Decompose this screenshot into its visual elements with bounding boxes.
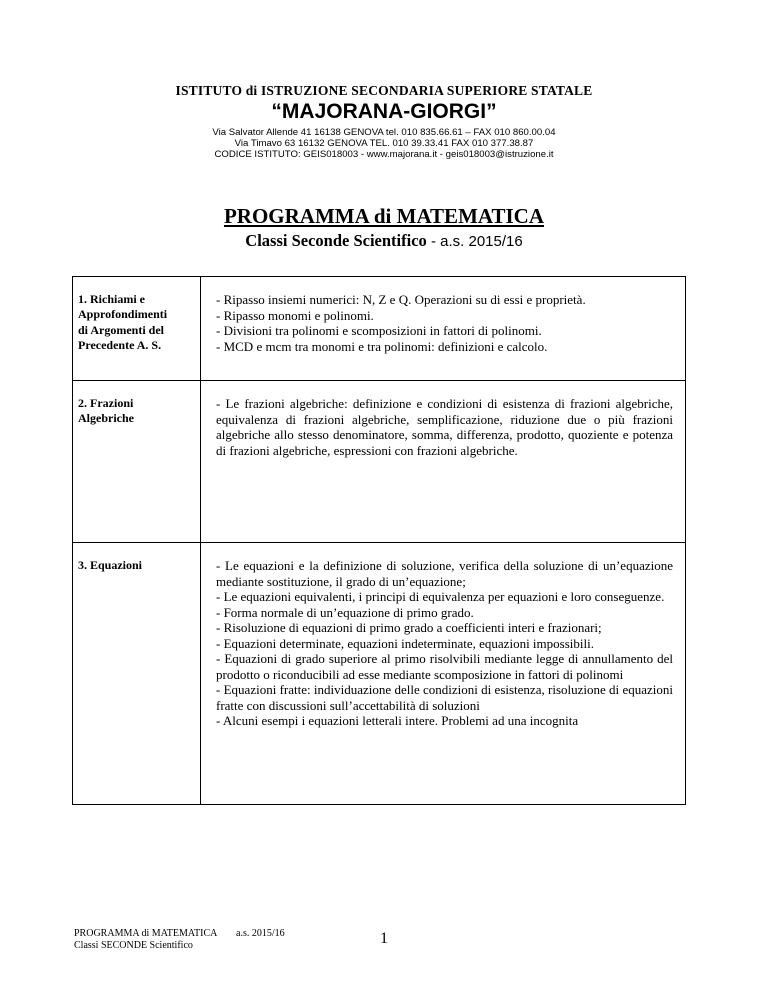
footer-classes: Classi SECONDE Scientifico (74, 940, 193, 951)
topic-cell (73, 381, 201, 543)
content-paragraph: - Le equazioni e la definizione di soluzione, verifica della soluzione di un’equazione mediante sostituzione, il grado di un’equazione; (216, 558, 673, 589)
topic-line: Precedente A. S. (78, 338, 162, 353)
document-title-block (0, 204, 768, 251)
content-cell (201, 543, 686, 805)
topic-line: Algebriche (78, 411, 134, 426)
content-paragraph: - Equazioni di grado superiore al primo risolvibili mediante legge di annullamento del prodotto o riconducibili ad esse mediante scomposizione in fattori di polinomi (216, 651, 673, 682)
topic-line: 2. Frazioni (78, 396, 134, 410)
topic-cell (73, 277, 201, 381)
content-paragraph: - Ripasso monomi e polinomi. (216, 307, 374, 323)
content-paragraph: - Le frazioni algebriche: definizione e condizioni di esistenza di frazioni algebriche, equivalenza di frazioni algebriche, semplificazione, riduzione due o più frazioni algebriche allo stesso denominatore, somma, differenza, prodotto, quoziente e potenza di frazioni algebriche, espressioni con frazioni algebriche. (216, 396, 673, 458)
topic-line: 1. Richiami e (78, 292, 145, 306)
program-table (72, 276, 686, 805)
table-row (73, 543, 686, 805)
topic-label (73, 381, 200, 427)
content-paragraph: - Forma normale di un’equazione di primo grado. (216, 604, 474, 620)
page-number: 1 (380, 930, 388, 947)
subtitle-school-year: - a.s. 2015/16 (426, 233, 523, 250)
topic-label (73, 543, 200, 573)
content-cell (201, 381, 686, 543)
school-name: “MAJORANA-GIORGI” (271, 100, 497, 123)
footer-title: PROGRAMMA di MATEMATICA (74, 928, 218, 939)
institute-code-line: CODICE ISTITUTO: GEIS018003 - www.majorana.it - geis018003@istruzione.it (214, 149, 554, 160)
topic-cell (73, 543, 201, 805)
page-footer (74, 928, 285, 952)
content-paragraph: - Alcuni esempi i equazioni letterali intere. Problemi ad una incognita (216, 713, 579, 728)
topic-label (73, 277, 200, 354)
topic-line: di Argomenti del (78, 322, 164, 337)
topic-line: 3. Equazioni (78, 558, 143, 572)
subtitle-classes: Classi Seconde Scientifico (245, 231, 427, 250)
content-paragraph: - Divisioni tra polinomi e scomposizioni in fattori di polinomi. (216, 323, 542, 338)
document-title: PROGRAMMA di MATEMATICA (223, 204, 545, 228)
content-paragraph: - Ripasso insiemi numerici: N, Z e Q. Operazioni su di essi e proprietà. (216, 292, 586, 307)
content-paragraph: - Le equazioni equivalenti, i principi di equivalenza per equazioni e loro conseguenze. (216, 589, 665, 604)
content-paragraph: - Equazioni determinate, equazioni indeterminate, equazioni impossibili. (216, 635, 594, 651)
institute-line: ISTITUTO di ISTRUZIONE SECONDARIA SUPERIORE STATALE (175, 83, 593, 98)
topic-line: Approfondimenti (78, 307, 168, 322)
content-paragraph: - Risoluzione di equazioni di primo grado a coefficienti interi e frazionari; (216, 620, 602, 635)
address-line-1: Via Salvator Allende 41 16138 GENOVA tel. 010 835.66.61 – FAX 010 860.00.04 (212, 127, 556, 138)
address-line-2: Via Timavo 63 16132 GENOVA TEL. 010 39.33.41 FAX 010 377.38.87 (234, 138, 534, 149)
content-paragraph: - Equazioni fratte: individuazione delle condizioni di esistenza, risoluzione di equazioni fratte con discussioni sull’accettabilità di soluzioni (216, 682, 673, 713)
letterhead (0, 83, 768, 160)
document-subtitle (0, 231, 768, 251)
content-cell (201, 277, 686, 381)
table-row (73, 381, 686, 543)
footer-school-year: a.s. 2015/16 (236, 928, 285, 939)
content-paragraph: - MCD e mcm tra monomi e tra polinomi: definizioni e calcolo. (216, 338, 548, 354)
table-row (73, 277, 686, 381)
